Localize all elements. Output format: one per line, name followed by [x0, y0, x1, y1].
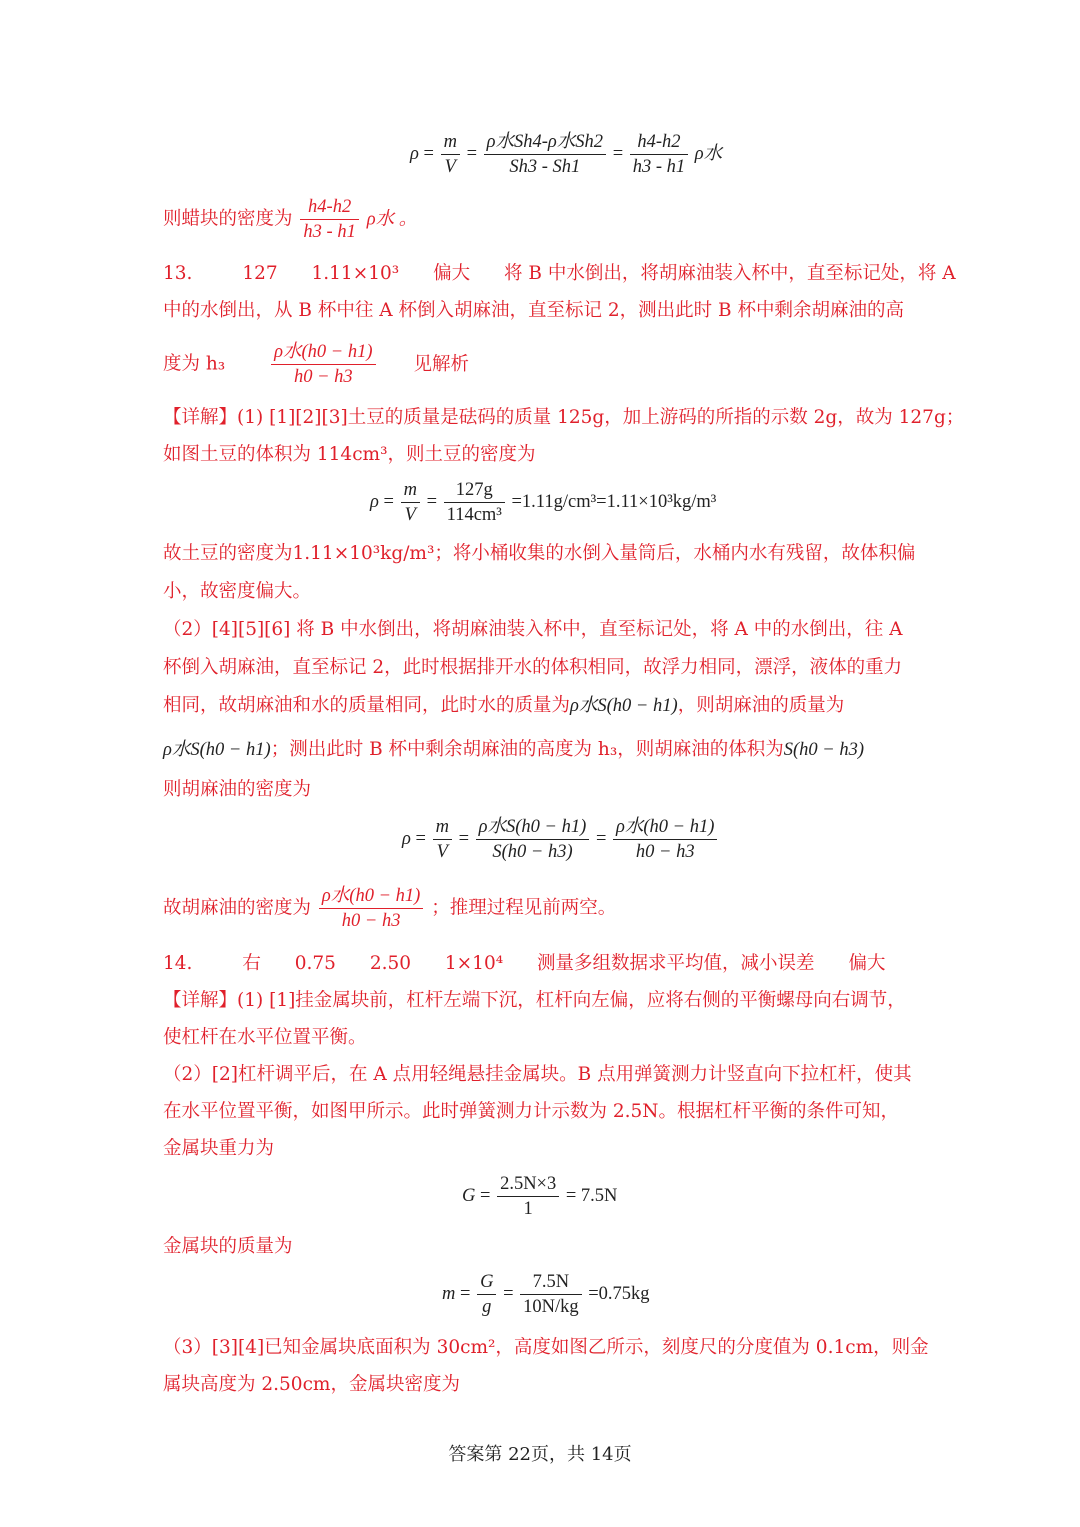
- equation-potato-density: ρ = $\frac{m}{V}$ = $\frac{127g}{\text{114cm³}}$ =1.11g/cm³=1.11×10³kg/m³: [370, 480, 717, 525]
- detail13-p2b: 小，故密度偏大。: [163, 581, 312, 602]
- detail14-p4a: （3）[3][4]已知金属块底面积为 30cm²，高度如图乙所示，刻度尺的分度值为 0.1cm，则金: [163, 1337, 929, 1358]
- detail13-p3c: 相同，故胡麻油和水的质量相同，此时水的质量为ρ水S(h0 − h1)，则胡麻油的质量为: [163, 695, 845, 716]
- detail14-p1a: 【详解】(1) [1]挂金属块前，杠杆左端下沉，杠杆向左偏，应将右侧的平衡螺母向右调节，: [163, 990, 906, 1011]
- equation-oil-density: ρ = $\frac{m}{V}$ = $\frac{\text{ρ水S(h0 − h1)}}{S(h0 - h3)}$ = $\frac{\text{ρ水(h0 − h1)}}{h0 - h3}$: [402, 815, 719, 864]
- detail13-p3d: ρ水S(h0 − h1)；测出此时 B 杯中剩余胡麻油的高度为 h₃，则胡麻油的体积为S(h0 − h3): [163, 739, 865, 760]
- detail14-p2c: 金属块重力为: [163, 1138, 275, 1159]
- equation-mass: m = $\frac{G}{g}$ = $\frac{7.5N}{10N/kg}$ =0.75kg: [442, 1272, 650, 1317]
- q14-answer-line: 14. 右 0.75 2.50 1×10⁴ 测量多组数据求平均值，减小误差 偏大: [163, 953, 886, 974]
- q13-answer-line-3: 度为 h₃ $\frac{\text{ρ水(h0 − h1)}}{h0 - h3}$ 见解析: [163, 342, 469, 387]
- detail14-p2b: 在水平位置平衡，如图甲所示。此时弹簧测力计示数为 2.5N。根据杠杆平衡的条件可知，: [163, 1101, 899, 1122]
- wax-density-line: 则蜡块的密度为 $\frac{h4-h2}{h3 - h1}$ ρ水 。: [163, 197, 418, 242]
- detail14-p2a: （2）[2]杠杆调平后，在 A 点用轻绳悬挂金属块。B 点用弹簧测力计竖直向下拉杠杆，使其: [163, 1064, 912, 1085]
- detail13-p4: 故胡麻油的密度为 $\frac{\text{ρ水(h0 − h1)}}{h0 - h3}$ ；推理过程见前两空。: [163, 886, 617, 931]
- detail14-p1b: 使杠杆在水平位置平衡。: [163, 1027, 367, 1048]
- detail13-p3e: 则胡麻油的密度为: [163, 779, 312, 800]
- detail14-p3: 金属块的质量为: [163, 1236, 293, 1257]
- detail13-p2a: 故土豆的密度为1.11×10³kg/m³；将小桶收集的水倒入量筒后，水桶内水有残留，故体积偏: [163, 543, 916, 564]
- equation-weight: G = $\frac{2.5N\times 3}{1}$ = 7.5N: [462, 1174, 618, 1219]
- q13-answer-line: 13. 127 1.11×10³ 偏大 将 B 中水倒出，将胡麻油装入杯中，直至标记处，将 A: [163, 263, 956, 284]
- detail14-p4b: 属块高度为 2.50cm，金属块密度为: [163, 1374, 460, 1395]
- detail13-p1a: 【详解】(1) [1][2][3]土豆的质量是砝码的质量 125g，加上游码的所指的示数 2g，故为 127g；: [163, 407, 965, 428]
- equation-density-wax: ρ = $\frac{m}{V}$ = $\frac{\text{ρ水Sh4-ρ水Sh2}}{Sh3 - Sh1}$ = $\frac{h4-h2}{h3 - h1}$ ρ水: [410, 132, 723, 177]
- q13-answer-line-2: 中的水倒出，从 B 杯中往 A 杯倒入胡麻油，直至标记 2，测出此时 B 杯中剩余胡麻油的高: [163, 300, 904, 321]
- detail13-p3b: 杯倒入胡麻油，直至标记 2，此时根据排开水的体积相同，故浮力相同，漂浮，液体的重力: [163, 657, 903, 678]
- page-footer: 答案第 22页，共 14页: [448, 1444, 632, 1465]
- detail13-p3a: （2）[4][5][6] 将 B 中水倒出，将胡麻油装入杯中，直至标记处，将 A 中的水倒出，往 A: [163, 619, 903, 640]
- detail13-p1b: 如图土豆的体积为 114cm³，则土豆的密度为: [163, 444, 536, 465]
